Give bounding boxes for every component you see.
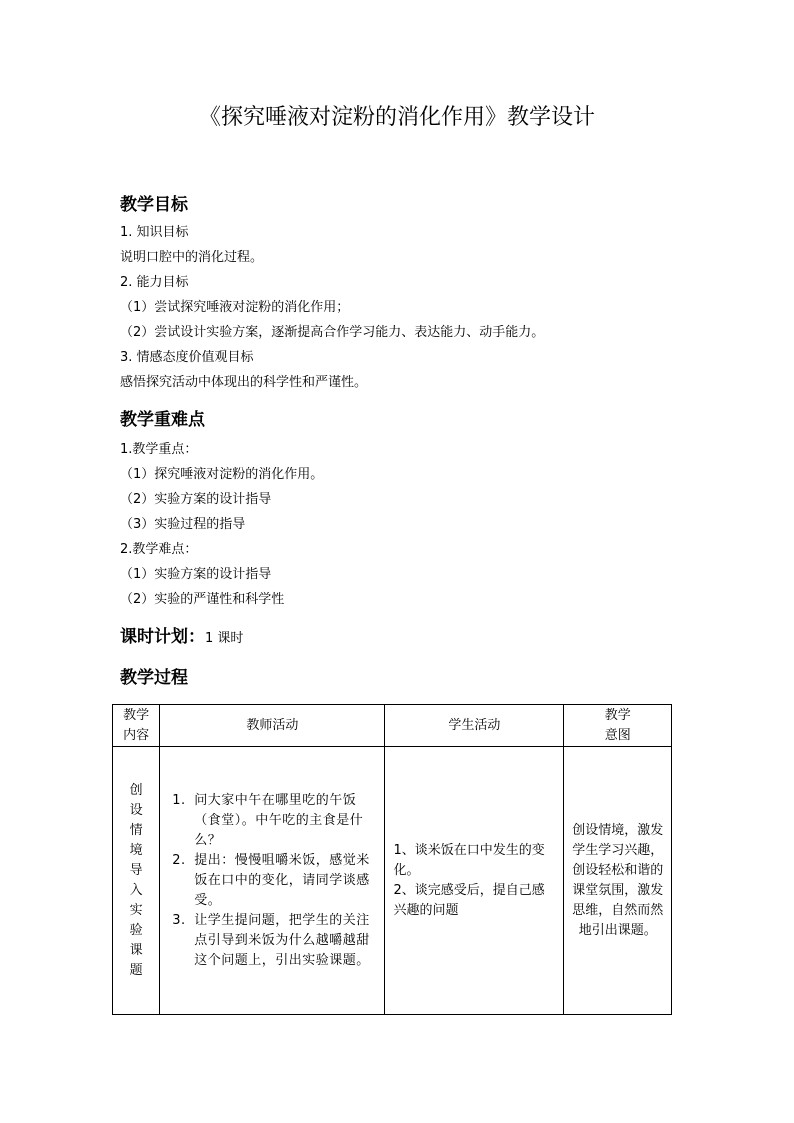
row-intent-cell [564, 747, 672, 1015]
content-char: 课 [129, 942, 143, 958]
header-student-activity: 学生活动 [385, 705, 564, 747]
teacher-activity-list [160, 791, 384, 971]
goal-line: 感悟探究活动中体现出的科学性和严谨性。 [120, 375, 368, 390]
goal-line: 说明口腔中的消化过程。 [120, 250, 264, 265]
content-char: 设 [129, 802, 143, 818]
goal-line: 2. 能力目标 [120, 275, 189, 290]
list-item: 3. 让学生提问题，把学生的关注点引导到米饭为什么越嚼越甜这个问题上，引出实验课题。 [190, 911, 376, 971]
header-content [113, 705, 160, 747]
content-char: 导 [129, 862, 143, 878]
lesson-plan-value: 1 课时 [205, 631, 244, 646]
lesson-plan-label: 课时计划： [120, 627, 205, 647]
heading-teaching-goals: 教学目标 [120, 195, 188, 215]
header-teacher-activity: 教师活动 [160, 705, 385, 747]
content-char: 情 [129, 822, 143, 838]
heading-key-points: 教学重难点 [120, 410, 205, 430]
keypoint-line: （1）探究唾液对淀粉的消化作用。 [120, 467, 324, 482]
header-intent-line2: 意图 [604, 727, 631, 743]
goal-line: 1. 知识目标 [120, 225, 189, 240]
keypoint-line: 1.教学重点： [120, 442, 198, 457]
row-content-cell [113, 747, 160, 1015]
goal-line: （1）尝试探究唾液对淀粉的消化作用； [120, 300, 350, 315]
table-row [113, 747, 672, 1015]
keypoint-line: 2.教学难点： [120, 542, 198, 557]
content-char: 题 [129, 962, 143, 978]
teaching-process-table [112, 704, 672, 1015]
table-header-row [113, 705, 672, 747]
content-char: 创 [129, 782, 143, 798]
goal-line: 3. 情感态度价值观目标 [120, 350, 254, 365]
keypoint-line: （2）实验的严谨性和科学性 [120, 592, 285, 607]
intent-text: 创设情境，激发学生学习兴趣，创设轻松和谐的课堂氛围，激发思维，自然而然地引出课题。 [572, 822, 664, 938]
row-teacher-cell [160, 747, 385, 1015]
header-content-line1: 教学 [123, 707, 150, 723]
list-item: 1. 问大家中午在哪里吃的午饭（食堂）。中午吃的主食是什么？ [190, 791, 376, 851]
content-char: 验 [129, 922, 143, 938]
heading-teaching-process: 教学过程 [120, 668, 188, 688]
document-title: 《探究唾液对淀粉的消化作用》教学设计 [198, 105, 595, 130]
header-intent [564, 705, 672, 747]
goal-line: （2）尝试设计实验方案，逐渐提高合作学习能力、表达能力、动手能力。 [120, 325, 545, 340]
content-char: 实 [129, 902, 143, 918]
list-item: 1、谈米饭在口中发生的变化。 [393, 842, 545, 878]
row-student-cell [385, 747, 564, 1015]
student-activity-text [385, 841, 563, 921]
header-intent-line1: 教学 [604, 707, 631, 723]
keypoint-line: （2）实验方案的设计指导 [120, 492, 272, 507]
header-content-line2: 内容 [123, 727, 150, 743]
content-char: 境 [129, 842, 143, 858]
keypoint-line: （3）实验过程的指导 [120, 517, 246, 532]
list-item: 2、谈完感受后，提自己感兴趣的问题 [393, 882, 545, 918]
content-char: 入 [129, 882, 143, 898]
list-item: 2. 提出：慢慢咀嚼米饭，感觉米饭在口中的变化，请同学谈感受。 [190, 851, 376, 911]
heading-lesson-plan [120, 622, 243, 647]
keypoint-line: （1）实验方案的设计指导 [120, 567, 272, 582]
